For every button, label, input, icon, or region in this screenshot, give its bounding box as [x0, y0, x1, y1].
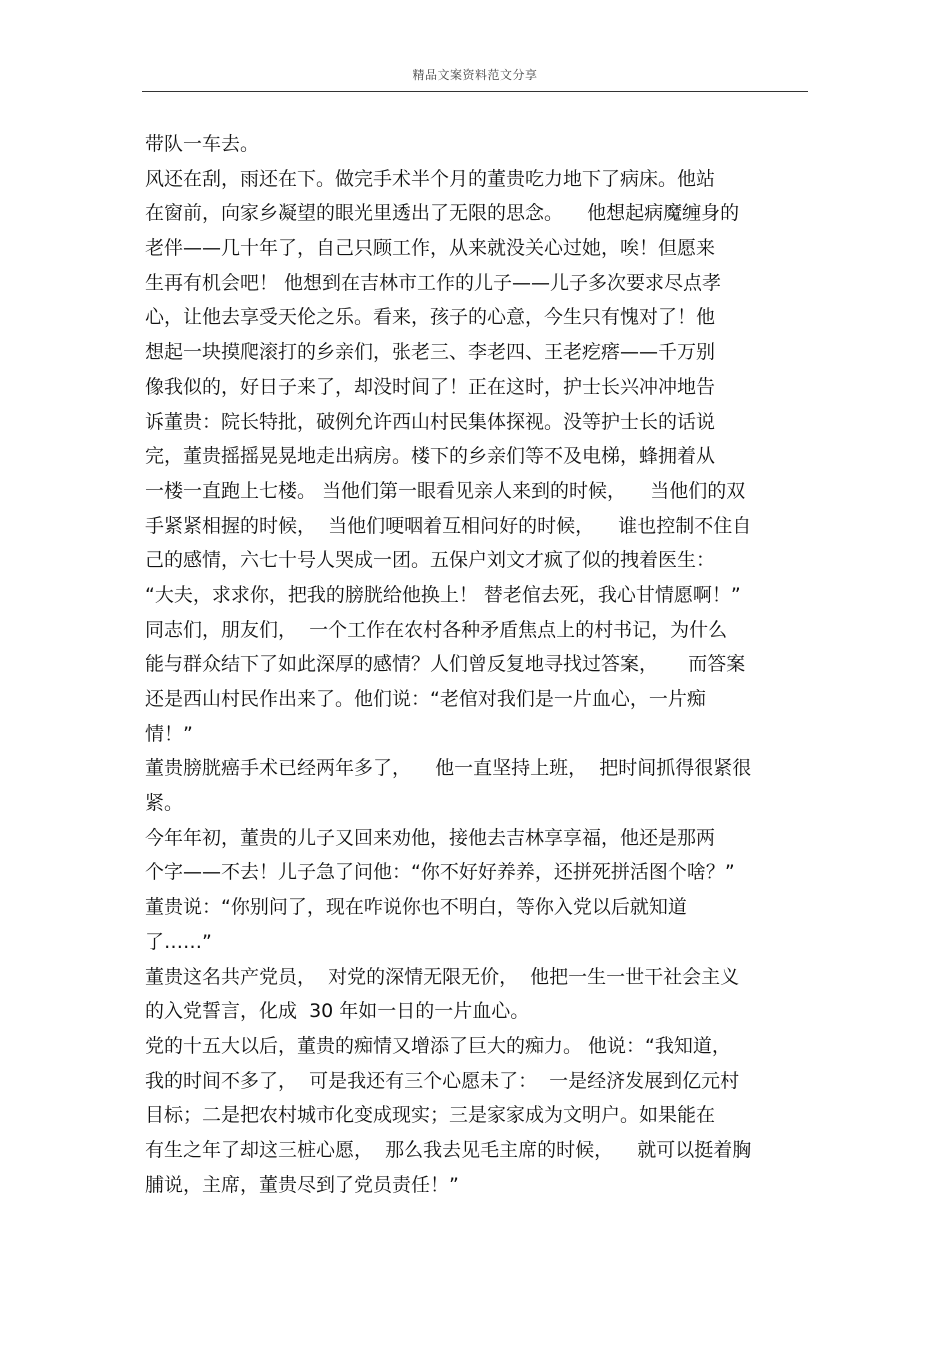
text-line: 了……” — [145, 930, 212, 953]
text-line: 一楼一直跑上七楼。 当他们第一眼看见亲人来到的时候， 当他们的双 — [145, 479, 746, 502]
text-line: 今年年初，董贵的儿子又回来劝他，接他去吉林享享福，他还是那两 — [145, 826, 716, 849]
text-line: 像我似的，好日子来了，却没时间了！正在这时，护士长兴冲冲地告 — [145, 375, 716, 398]
text-line: 董贵说：“你别问了，现在咋说你也不明白，等你入党以后就知道 — [145, 896, 687, 919]
text-line: 党的十五大以后，董贵的痴情又增添了巨大的痴力。 他说：“我知道， — [145, 1034, 731, 1057]
text-line: 带队一车去。 — [145, 133, 260, 155]
text-line: 完，董贵摇摇晃晃地走出病房。楼下的乡亲们等不及电梯，蜂拥着从 — [145, 445, 716, 468]
text-line: 风还在刮，雨还在下。做完手术半个月的董贵吃力地下了病床。他站 — [145, 167, 716, 190]
text-line: 想起一块摸爬滚打的乡亲们，张老三、李老四、王老疙瘩——千万别 — [145, 341, 716, 364]
text-line: 紧。 — [145, 792, 184, 815]
text-line: 老伴——几十年了，自己只顾工作，从来就没关心过她，唉！但愿来 — [145, 237, 716, 260]
text-line: “大夫，求求你，把我的膀胱给他换上！ 替老倌去死，我心甘情愿啊！” — [145, 583, 741, 606]
text-line: 生再有机会吧！ 他想到在吉林市工作的儿子——儿子多次要求尽点孝 — [145, 271, 722, 294]
text-line: 同志们，朋友们， 一个工作在农村各种矛盾焦点上的村书记，为什么 — [145, 618, 728, 641]
text-line: 还是西山村民作出来了。他们说：“老倌对我们是一片血心，一片痴 — [145, 688, 706, 710]
text-line: 我的时间不多了， 可是我还有三个心愿未了： 一是经济发展到亿元村 — [145, 1069, 740, 1092]
text-line: 己的感情，六七十号人哭成一团。五保户刘文才疯了似的拽着医生： — [145, 549, 716, 572]
text-line: 心，让他去享受天伦之乐。看来，孩子的心意，今生只有愧对了！他 — [145, 306, 716, 329]
text-line: 脯说，主席，董贵尽到了党员责任！” — [145, 1173, 459, 1196]
text-line: 董贵这名共产党员， 对党的深情无限无价， 他把一生一世干社会主义 — [145, 965, 740, 988]
text-line: 在窗前，向家乡凝望的眼光里透出了无限的思念。 他想起病魔缠身的 — [145, 202, 740, 225]
header-divider — [142, 91, 808, 92]
text-line: 董贵膀胱癌手术已经两年多了， 他一直坚持上班， 把时间抓得很紧很 — [145, 757, 752, 780]
text-line: 诉董贵：院长特批，破例允许西山村民集体探视。没等护士长的话说 — [145, 410, 716, 433]
text-line: 的入党誓言，化成 30 年如一日的一片血心。 — [145, 1000, 530, 1023]
text-line: 个字——不去！儿子急了问他：“你不好好养养，还拼死拼活图个啥？” — [145, 861, 735, 884]
text-line: 能与群众结下了如此深厚的感情？人们曾反复地寻找过答案， 而答案 — [145, 653, 746, 676]
text-line: 目标；二是把农村城市化变成现实；三是家家成为文明户。如果能在 — [145, 1104, 716, 1127]
text-line: 有生之年了却这三桩心愿， 那么我去见毛主席的时候， 就可以挺着胸 — [145, 1138, 752, 1161]
text-line: 手紧紧相握的时候， 当他们哽咽着互相问好的时候， 谁也控制不住自 — [145, 514, 752, 537]
text-line: 情！” — [145, 722, 193, 745]
document-body — [145, 127, 825, 1202]
page-header: 精品文案资料范文分享 — [412, 68, 538, 82]
